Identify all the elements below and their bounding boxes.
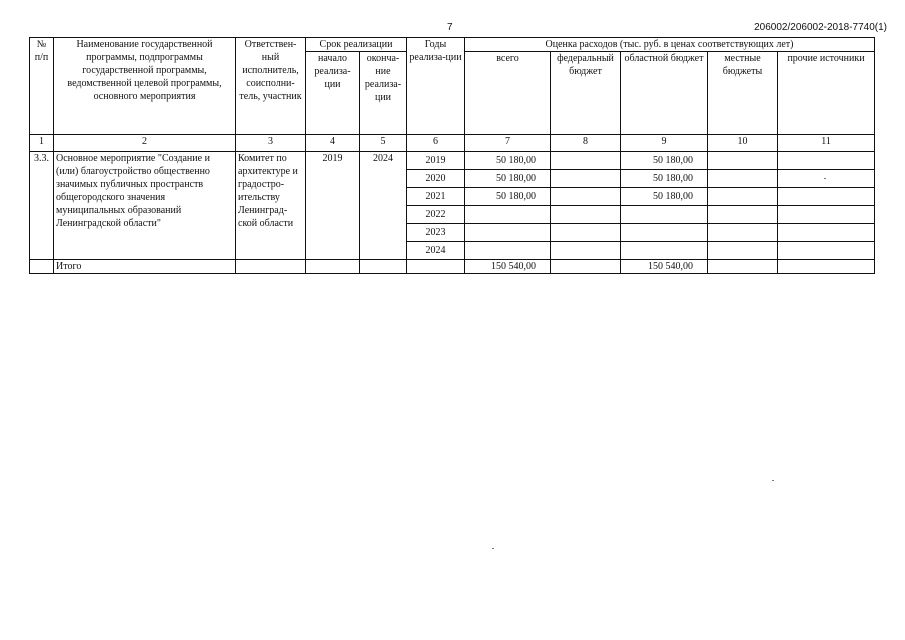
regional-cell (621, 224, 708, 242)
header-period-start: начало реализа-ции (306, 52, 360, 135)
total-cell: 50 180,00 (465, 170, 551, 188)
header-name: Наименование государственной программы, подпрограммы государственной программы, ведомственной целевой программы, основного мероприятия (54, 38, 236, 135)
scan-speck (824, 178, 826, 179)
totals-blank (236, 260, 306, 274)
totals-blank (360, 260, 407, 274)
header-responsible: Ответствен-ный исполнитель, соисполни-тель, участник (236, 38, 306, 135)
local-cell (708, 188, 778, 206)
column-number: 4 (306, 135, 360, 152)
totals-other (778, 260, 875, 274)
table-row (30, 152, 875, 170)
total-cell (465, 206, 551, 224)
totals-federal (551, 260, 621, 274)
other-cell (778, 188, 875, 206)
totals-label: Итого (54, 260, 236, 274)
local-cell (708, 170, 778, 188)
year-cell: 2022 (407, 206, 465, 224)
scan-speck (492, 548, 494, 549)
year-cell: 2021 (407, 188, 465, 206)
header-local: местные бюджеты (708, 52, 778, 135)
column-number: 10 (708, 135, 778, 152)
year-cell: 2024 (407, 242, 465, 260)
item-number: 3.3. (30, 152, 54, 260)
regional-cell: 50 180,00 (621, 188, 708, 206)
totals-total: 150 540,00 (465, 260, 551, 274)
column-number: 1 (30, 135, 54, 152)
local-cell (708, 206, 778, 224)
column-number: 9 (621, 135, 708, 152)
federal-cell (551, 152, 621, 170)
item-name: Основное мероприятие "Создание и (или) благоустройство общественно значимых публичных пространств общегородского значения муниципальных образований Ленинградской области" (54, 152, 236, 260)
column-number: 6 (407, 135, 465, 152)
other-cell (778, 206, 875, 224)
column-number: 3 (236, 135, 306, 152)
regional-cell (621, 242, 708, 260)
page-number: 7 (447, 22, 453, 33)
totals-regional: 150 540,00 (621, 260, 708, 274)
column-number: 11 (778, 135, 875, 152)
totals-blank (306, 260, 360, 274)
other-cell (778, 170, 875, 188)
regional-cell (621, 206, 708, 224)
column-number-row (30, 135, 875, 152)
year-cell: 2019 (407, 152, 465, 170)
column-number: 5 (360, 135, 407, 152)
local-cell (708, 224, 778, 242)
total-cell (465, 242, 551, 260)
year-cell: 2023 (407, 224, 465, 242)
year-cell: 2020 (407, 170, 465, 188)
federal-cell (551, 188, 621, 206)
local-cell (708, 152, 778, 170)
header-period: Срок реализации (306, 38, 407, 52)
header-costs: Оценка расходов (тыс. руб. в ценах соответствующих лет) (465, 38, 875, 52)
header-period-end: оконча-ние реализа-ции (360, 52, 407, 135)
total-cell (465, 224, 551, 242)
regional-cell: 50 180,00 (621, 170, 708, 188)
federal-cell (551, 242, 621, 260)
column-number: 7 (465, 135, 551, 152)
scan-speck (772, 480, 774, 481)
federal-cell (551, 206, 621, 224)
totals-row (30, 260, 875, 274)
item-start-year: 2019 (306, 152, 360, 260)
totals-local (708, 260, 778, 274)
other-cell (778, 152, 875, 170)
total-cell: 50 180,00 (465, 152, 551, 170)
total-cell: 50 180,00 (465, 188, 551, 206)
program-cost-table (29, 37, 875, 274)
header-federal: федеральный бюджет (551, 52, 621, 135)
item-responsible: Комитет по архитектуре и градостро-ительству Ленинград-ской области (236, 152, 306, 260)
regional-cell: 50 180,00 (621, 152, 708, 170)
column-number: 2 (54, 135, 236, 152)
column-number: 8 (551, 135, 621, 152)
totals-blank (30, 260, 54, 274)
other-cell (778, 242, 875, 260)
header-total: всего (465, 52, 551, 135)
federal-cell (551, 224, 621, 242)
local-cell (708, 242, 778, 260)
header-other: прочие источники (778, 52, 875, 135)
header-regional: областной бюджет (621, 52, 708, 135)
other-cell (778, 224, 875, 242)
header-num: № п/п (30, 38, 54, 135)
document-id: 206002/206002-2018-7740(1) (754, 22, 887, 33)
federal-cell (551, 170, 621, 188)
header-row-top (30, 38, 875, 52)
header-years: Годы реализа-ции (407, 38, 465, 135)
item-end-year: 2024 (360, 152, 407, 260)
totals-blank (407, 260, 465, 274)
